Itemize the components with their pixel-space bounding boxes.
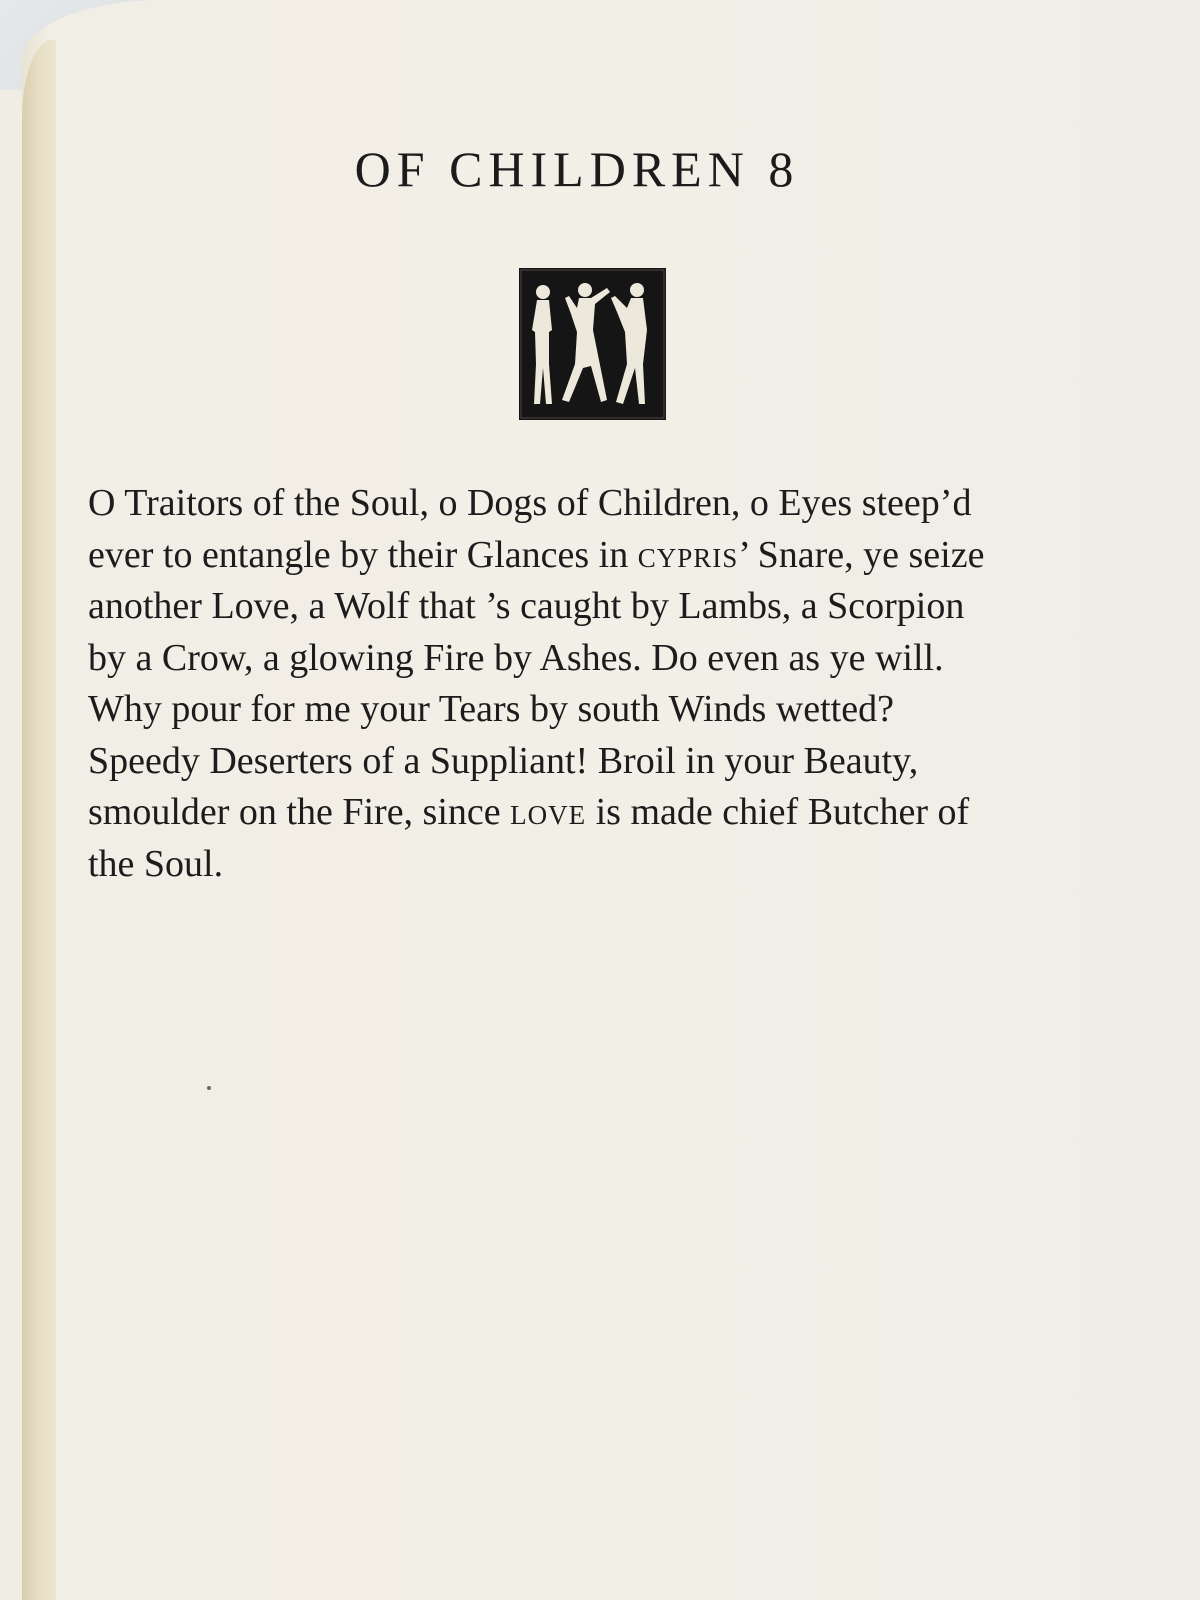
page-edge bbox=[22, 40, 56, 1600]
text-line: Why pour for me your Tears by south Winds wetted? bbox=[88, 688, 894, 730]
small-caps-name: cypris bbox=[637, 533, 739, 576]
page-title: OF CHILDREN 8 bbox=[354, 141, 800, 197]
text-fragment: ever to entangle by their Glances in bbox=[88, 533, 638, 576]
text-line: the Soul. bbox=[88, 842, 224, 885]
poem-paragraph bbox=[88, 478, 1134, 890]
text-line: O Traitors of the Soul, o Dogs of Children, o Eyes steep’d bbox=[88, 482, 972, 524]
text-line: Speedy Deserters of a Suppliant! Broil in your Beauty, bbox=[88, 739, 919, 782]
text-fragment: ’ Snare, ye seize bbox=[738, 533, 985, 576]
book-page bbox=[22, 0, 1200, 1600]
text-fragment: smoulder on the Fire, since bbox=[88, 791, 511, 833]
text-fragment: is made chief Butcher of bbox=[586, 791, 970, 833]
small-caps-name: love bbox=[510, 791, 587, 833]
text-line bbox=[88, 787, 1134, 839]
paper-speck bbox=[207, 1086, 211, 1090]
text-line: another Love, a Wolf that ’s caught by Lambs, a Scorpion bbox=[88, 585, 965, 627]
three-figures-woodcut-icon bbox=[519, 268, 666, 420]
text-line: by a Crow, a glowing Fire by Ashes. Do even as ye will. bbox=[88, 636, 944, 679]
text-line bbox=[88, 530, 1134, 582]
